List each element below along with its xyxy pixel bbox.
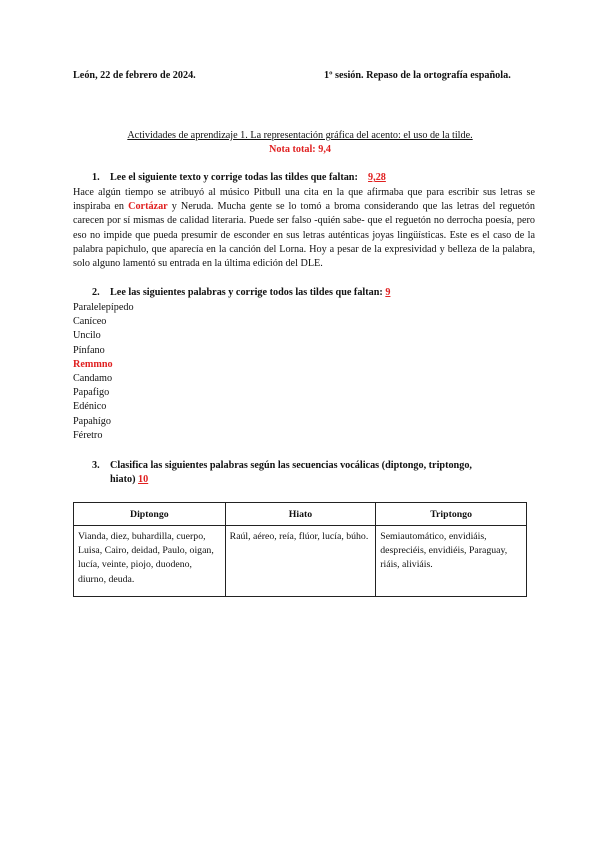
question-2-score: 9 bbox=[385, 287, 391, 298]
question-1-heading bbox=[92, 172, 386, 183]
list-item-highlight: Remmno bbox=[73, 358, 113, 370]
list-item: Edénico bbox=[73, 401, 107, 413]
question-1-number: 1. bbox=[92, 172, 100, 183]
table-header-row bbox=[74, 503, 527, 526]
list-item: Candamo bbox=[73, 372, 113, 384]
column-header-diptongo: Diptongo bbox=[74, 503, 226, 526]
question-2-heading bbox=[92, 287, 390, 298]
total-grade: Nota total: 9,4 bbox=[269, 144, 331, 155]
header-session: 1º sesión. Repaso de la ortografía española. bbox=[324, 70, 511, 81]
column-header-hiato: Hiato bbox=[225, 503, 376, 526]
paragraph-part-b: y Neruda. Mucha gente se lo tomó a broma considerando que las letras del reguetón carecen por sí mismas de calidad literaria. Puede ser falso -quién sabe- que el reguetón no derrocha poesía, pero eso no impide que pueda presumir de esconder en sus letras auténticas joyas lingüísticas. Este es el caso de la palabra papichulo, que aparecía en la canción del Lorna. Hoy a pesar de la expresividad y belleza de la palabra, solo alguno lamentó su entrada en la última edición del DLE. bbox=[73, 201, 535, 270]
paragraph-highlight: Cortázar bbox=[128, 201, 168, 213]
question-2-number: 2. bbox=[92, 287, 100, 298]
paragraph-part-a: Hace algún tiempo se atribuyó al músico Pitbull una cita en la que afirmaba que para escribir sus letras se inspiraba en bbox=[73, 187, 535, 213]
list-item: Féretro bbox=[73, 429, 103, 441]
question-3-number: 3. bbox=[92, 460, 100, 471]
list-item: Uncilo bbox=[73, 330, 101, 342]
column-header-triptongo: Triptongo bbox=[376, 503, 527, 526]
word-list bbox=[73, 301, 134, 443]
question-3-text-line2: hiato) bbox=[110, 474, 136, 485]
cell-diptongo: Vianda, diez, buhardilla, cuerpo, Luisa, Cairo, deidad, Paulo, oigan, lucía, veinte, piojo, duodeno, diurno, deuda. bbox=[74, 526, 226, 597]
table-row bbox=[74, 526, 527, 597]
question-1-text: Lee el siguiente texto y corrige todas las tildes que faltan: bbox=[110, 172, 358, 183]
question-3-text-line1: Clasifica las siguientes palabras según las secuencias vocálicas (diptongo, triptongo, bbox=[110, 460, 472, 471]
activity-title: Actividades de aprendizaje 1. La representación gráfica del acento: el uso de la tilde. bbox=[127, 130, 473, 141]
list-item: Caníceo bbox=[73, 316, 107, 328]
cell-hiato: Raúl, aéreo, reía, flúor, lucía, búho. bbox=[225, 526, 376, 597]
list-item: Papahígo bbox=[73, 415, 111, 427]
classification-table bbox=[73, 502, 527, 597]
header-date: León, 22 de febrero de 2024. bbox=[73, 70, 196, 81]
cell-triptongo: Semiautomático, envidiáis, despreciéis, envidiéis, Paraguay, riáis, aliviáis. bbox=[376, 526, 527, 597]
list-item: Paralelepípedo bbox=[73, 302, 134, 313]
question-3-heading-line2 bbox=[110, 474, 148, 485]
question-1-paragraph bbox=[73, 186, 535, 271]
question-1-score: 9,28 bbox=[368, 172, 386, 183]
question-3-heading bbox=[92, 460, 472, 471]
list-item: Pínfano bbox=[73, 344, 105, 356]
question-2-text: Lee las siguientes palabras y corrige todos las tildes que faltan: bbox=[110, 287, 383, 298]
list-item: Papafigo bbox=[73, 387, 110, 399]
question-3-score: 10 bbox=[138, 474, 149, 485]
